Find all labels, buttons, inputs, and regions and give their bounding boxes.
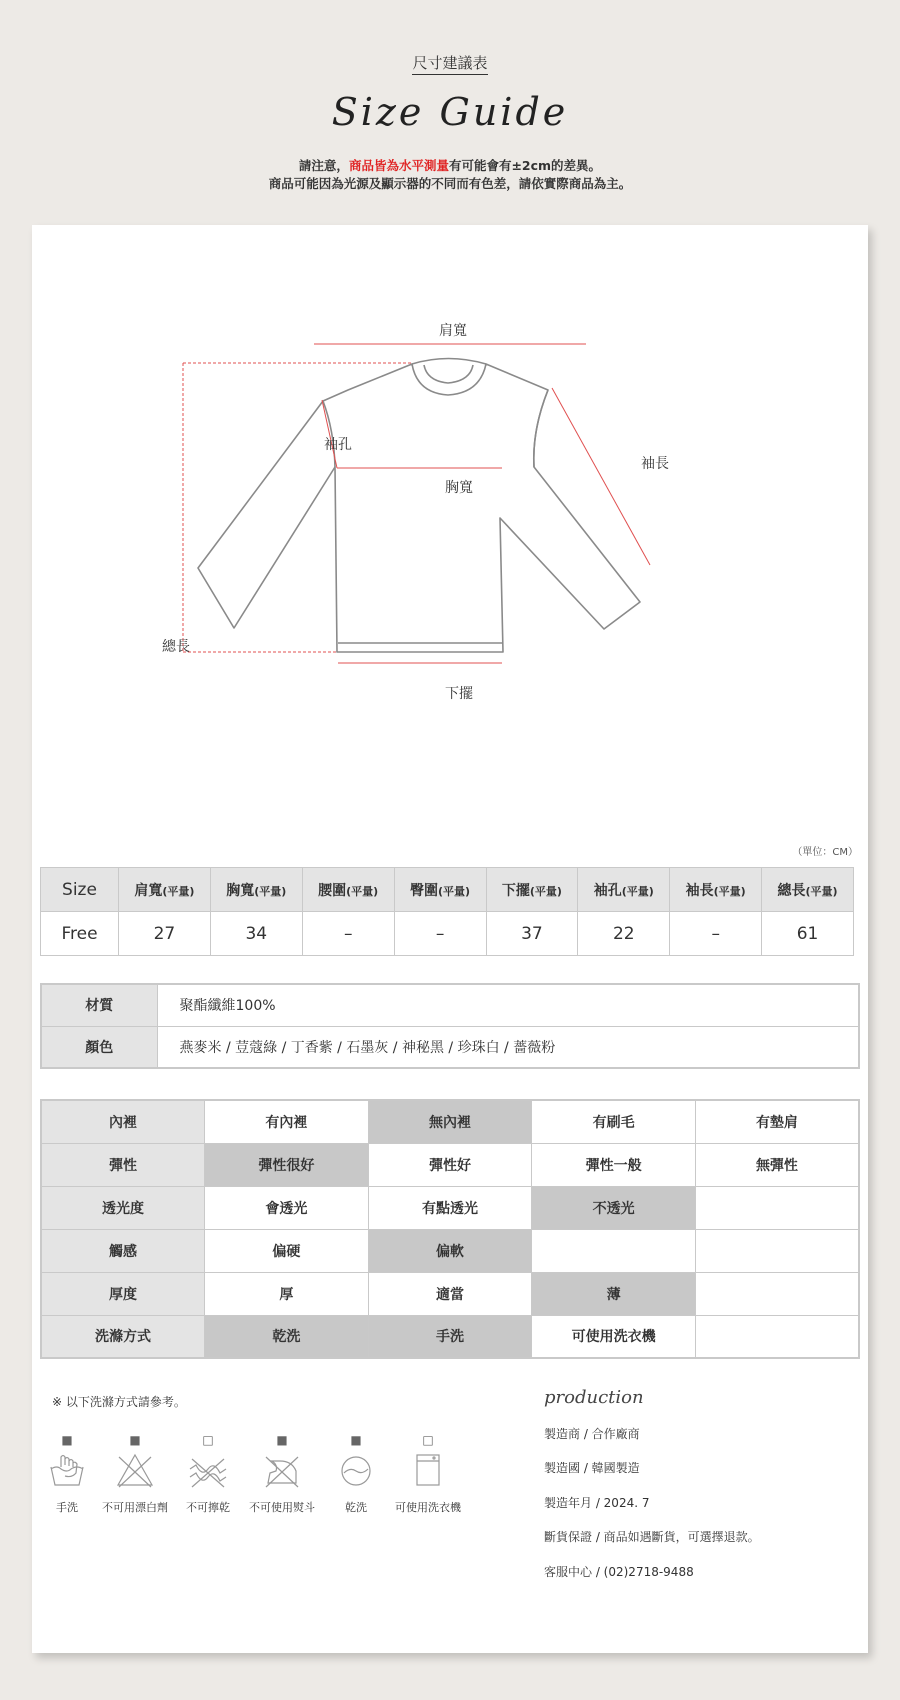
attribute-option: [532, 1229, 696, 1272]
attribute-option: 適當: [368, 1272, 532, 1315]
dry-clean-icon: [316, 1451, 396, 1491]
size-column-header: 下擺(平量): [486, 868, 578, 912]
washing-note: ※ 以下洗滌方式請參考。: [52, 1395, 186, 1409]
no-wring-icon: [168, 1451, 248, 1491]
size-column-header: 臀圍(平量): [394, 868, 486, 912]
production-line-maker: 製造商 / 合作廠商: [544, 1427, 640, 1441]
attribute-option: 偏軟: [368, 1229, 532, 1272]
size-value-cell: 27: [119, 912, 211, 956]
page-title: Size Guide: [331, 90, 569, 134]
size-value-cell: 61: [762, 912, 854, 956]
attribute-option: 彈性一般: [532, 1143, 696, 1186]
attribute-row: [41, 1186, 859, 1229]
attribute-option: 會透光: [205, 1186, 369, 1229]
material-table: [40, 983, 860, 1069]
wash-label: 不可用漂白劑: [102, 1501, 168, 1514]
washing-machine-icon: [388, 1451, 468, 1491]
attribute-option: 乾洗: [205, 1315, 369, 1358]
attribute-table: [40, 1099, 860, 1359]
color-value: 燕麥米 / 荳蔻綠 / 丁香紫 / 石墨灰 / 神秘黑 / 珍珠白 / 薔薇粉: [157, 1026, 859, 1068]
size-guide-subtitle: 尺寸建議表: [0, 52, 900, 73]
size-column-header: 袖孔(平量): [578, 868, 670, 912]
hem-label: 下擺: [445, 686, 473, 702]
attribute-row: [41, 1315, 859, 1358]
size-column-header: 袖長(平量): [670, 868, 762, 912]
color-row: [41, 1026, 859, 1068]
wash-item-washing-machine: [388, 1433, 468, 1515]
attribute-label: 透光度: [41, 1186, 205, 1229]
size-value-cell: 37: [486, 912, 578, 956]
wash-item-no-iron: [242, 1433, 322, 1515]
wash-mark: ■: [61, 1433, 73, 1447]
production-title: production: [544, 1387, 644, 1408]
size-column-header: 腰圍(平量): [302, 868, 394, 912]
attribute-option: 彈性很好: [205, 1143, 369, 1186]
attribute-option: [695, 1272, 859, 1315]
garment-diagram: [32, 225, 868, 785]
attribute-row: [41, 1229, 859, 1272]
attribute-option: 厚: [205, 1272, 369, 1315]
attribute-label: 洗滌方式: [41, 1315, 205, 1358]
wash-label: 乾洗: [345, 1501, 367, 1514]
attribute-option: [695, 1186, 859, 1229]
shoulder-label: 肩寬: [439, 323, 467, 339]
attribute-option: [695, 1315, 859, 1358]
size-value-cell: 34: [210, 912, 302, 956]
material-value: 聚酯纖維100%: [157, 984, 859, 1026]
attribute-label: 厚度: [41, 1272, 205, 1315]
production-line-country: 製造國 / 韓國製造: [544, 1461, 640, 1475]
size-value-cell: 22: [578, 912, 670, 956]
wash-item-dry-clean: [316, 1433, 396, 1515]
unit-note: （單位：CM）: [792, 847, 858, 858]
table-row: [41, 912, 854, 956]
attribute-option: 不透光: [532, 1186, 696, 1229]
attribute-option: 手洗: [368, 1315, 532, 1358]
measurement-note: 請注意，商品皆為水平測量有可能會有±2cm的差異。: [298, 158, 602, 173]
size-column-header: 總長(平量): [762, 868, 854, 912]
chest-label: 胸寬: [445, 480, 473, 496]
wash-item-no-bleach: [95, 1433, 175, 1515]
color-label: 顏色: [41, 1026, 157, 1068]
attribute-option: 有點透光: [368, 1186, 532, 1229]
material-label: 材質: [41, 984, 157, 1026]
no-bleach-icon: [95, 1451, 175, 1491]
production-line-service: 客服中心 / (02)2718-9488: [544, 1565, 694, 1579]
size-table: [40, 867, 854, 956]
size-value-cell: –: [394, 912, 486, 956]
attribute-option: 有墊肩: [695, 1100, 859, 1143]
production-line-date: 製造年月 / 2024. 7: [544, 1496, 650, 1510]
size-column-header: 肩寬(平量): [119, 868, 211, 912]
size-cell: Free: [41, 912, 119, 956]
wash-label: 不可擰乾: [186, 1501, 230, 1514]
attribute-option: 無彈性: [695, 1143, 859, 1186]
attribute-row: [41, 1272, 859, 1315]
color-note: 商品可能因為光源及顯示器的不同而有色差，請依實際商品為主。: [268, 176, 632, 191]
attribute-option: 薄: [532, 1272, 696, 1315]
attribute-label: 彈性: [41, 1143, 205, 1186]
size-guide-card: [32, 225, 868, 1653]
measurement-note-highlight: 商品皆為水平測量: [348, 158, 449, 173]
material-row: [41, 984, 859, 1026]
size-value-cell: –: [670, 912, 762, 956]
wash-label: 不可使用熨斗: [249, 1501, 315, 1514]
wash-label: 可使用洗衣機: [395, 1501, 461, 1514]
sleeve-label: 袖長: [641, 456, 669, 472]
size-column-header: 胸寬(平量): [210, 868, 302, 912]
wash-label: 手洗: [56, 1501, 78, 1514]
attribute-option: [695, 1229, 859, 1272]
length-label: 總長: [162, 639, 190, 655]
attribute-label: 觸感: [41, 1229, 205, 1272]
production-line-guarantee: 斷貨保證 / 商品如遇斷貨，可選擇退款。: [544, 1530, 760, 1544]
wash-mark: ■: [129, 1433, 141, 1447]
wash-mark: □: [422, 1433, 434, 1447]
attribute-option: 偏硬: [205, 1229, 369, 1272]
wash-mark: ■: [276, 1433, 288, 1447]
size-value-cell: –: [302, 912, 394, 956]
no-iron-icon: [242, 1451, 322, 1491]
attribute-row: [41, 1100, 859, 1143]
wash-item-no-wring: [168, 1433, 248, 1515]
attribute-option: 可使用洗衣機: [532, 1315, 696, 1358]
attribute-option: 有刷毛: [532, 1100, 696, 1143]
wash-mark: ■: [350, 1433, 362, 1447]
armhole-label: 袖孔: [324, 437, 352, 453]
attribute-option: 有內裡: [205, 1100, 369, 1143]
attribute-option: 無內裡: [368, 1100, 532, 1143]
attribute-option: 彈性好: [368, 1143, 532, 1186]
attribute-row: [41, 1143, 859, 1186]
size-table-header: [41, 868, 854, 912]
attribute-label: 內裡: [41, 1100, 205, 1143]
wash-mark: □: [202, 1433, 214, 1447]
size-header-cell: Size: [41, 868, 119, 912]
